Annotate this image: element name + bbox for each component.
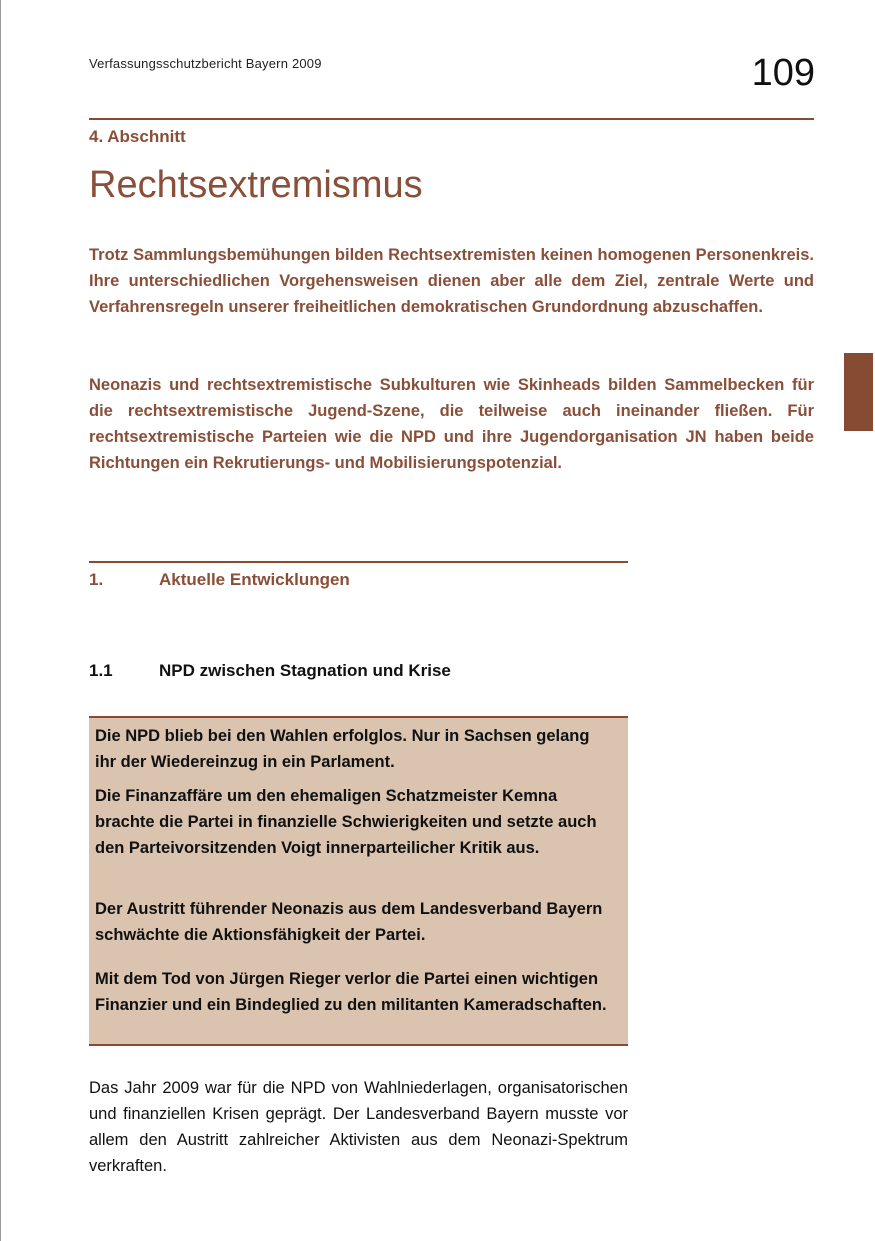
- summary-item: Der Austritt führender Neonazis aus dem Landesverband Bayern schwächte die Aktionsfähigkeit der Partei.: [95, 900, 603, 944]
- page-edge-rule: [0, 0, 1, 1241]
- header-divider: [89, 118, 814, 120]
- summary-item: Die Finanzaffäre um den ehemaligen Schatzmeister Kemna brachte die Partei in finanzielle Schwierigkeiten und setzte auch den Parteivorsitzenden Voigt innerparteilicher Kritik aus.: [95, 787, 597, 857]
- subsection-number: 1.1: [89, 661, 113, 680]
- chapter-title: Rechtsextremismus: [89, 164, 423, 206]
- section-divider: [89, 561, 628, 563]
- intro-paragraph: Neonazis und rechtsextremistische Subkulturen wie Skinheads bilden Sammelbecken für die rechtsextremistische Jugend-Szene, die teilweise auch ineinander fließen. Für rechtsextremistische Parteien wie die NPD und ihre Jugendorganisation JN haben beide Richtungen ein Rekrutierungs- und Mobilisierungspotenzial.: [89, 376, 814, 472]
- summary-item: Mit dem Tod von Jürgen Rieger verlor die Partei einen wichtigen Finanzier und ein Bindeglied zu den militanten Kameradschaften.: [95, 970, 607, 1014]
- subsection-heading: NPD zwischen Stagnation und Krise: [159, 661, 451, 680]
- running-title: Verfassungsschutzbericht Bayern 2009: [89, 56, 322, 71]
- section-number: 1.: [89, 570, 104, 589]
- summary-item: Die NPD blieb bei den Wahlen erfolglos. Nur in Sachsen gelang ihr der Wiedereinzug in ein Parlament.: [95, 727, 590, 771]
- summary-box: [89, 716, 628, 1046]
- page-number: 109: [751, 52, 815, 94]
- body-paragraph: Das Jahr 2009 war für die NPD von Wahlniederlagen, organisatorischen und finanziellen Krisen geprägt. Der Landesverband Bayern musste vor allem den Austritt zahlreicher Aktivisten aus dem Neonazi-Spektrum verkraften.: [89, 1079, 628, 1175]
- intro-paragraph: Trotz Sammlungsbemühungen bilden Rechtsextremisten keinen homogenen Personenkreis. Ihre unterschiedlichen Vorgehensweisen dienen aber alle dem Ziel, zentrale Werte und Verfahrensregeln unserer freiheitlichen demokratischen Grundordnung abzuschaffen.: [89, 246, 814, 316]
- chapter-thumb-tab: [844, 353, 873, 431]
- section-label: 4. Abschnitt: [89, 127, 186, 146]
- section-heading: Aktuelle Entwicklungen: [159, 570, 350, 589]
